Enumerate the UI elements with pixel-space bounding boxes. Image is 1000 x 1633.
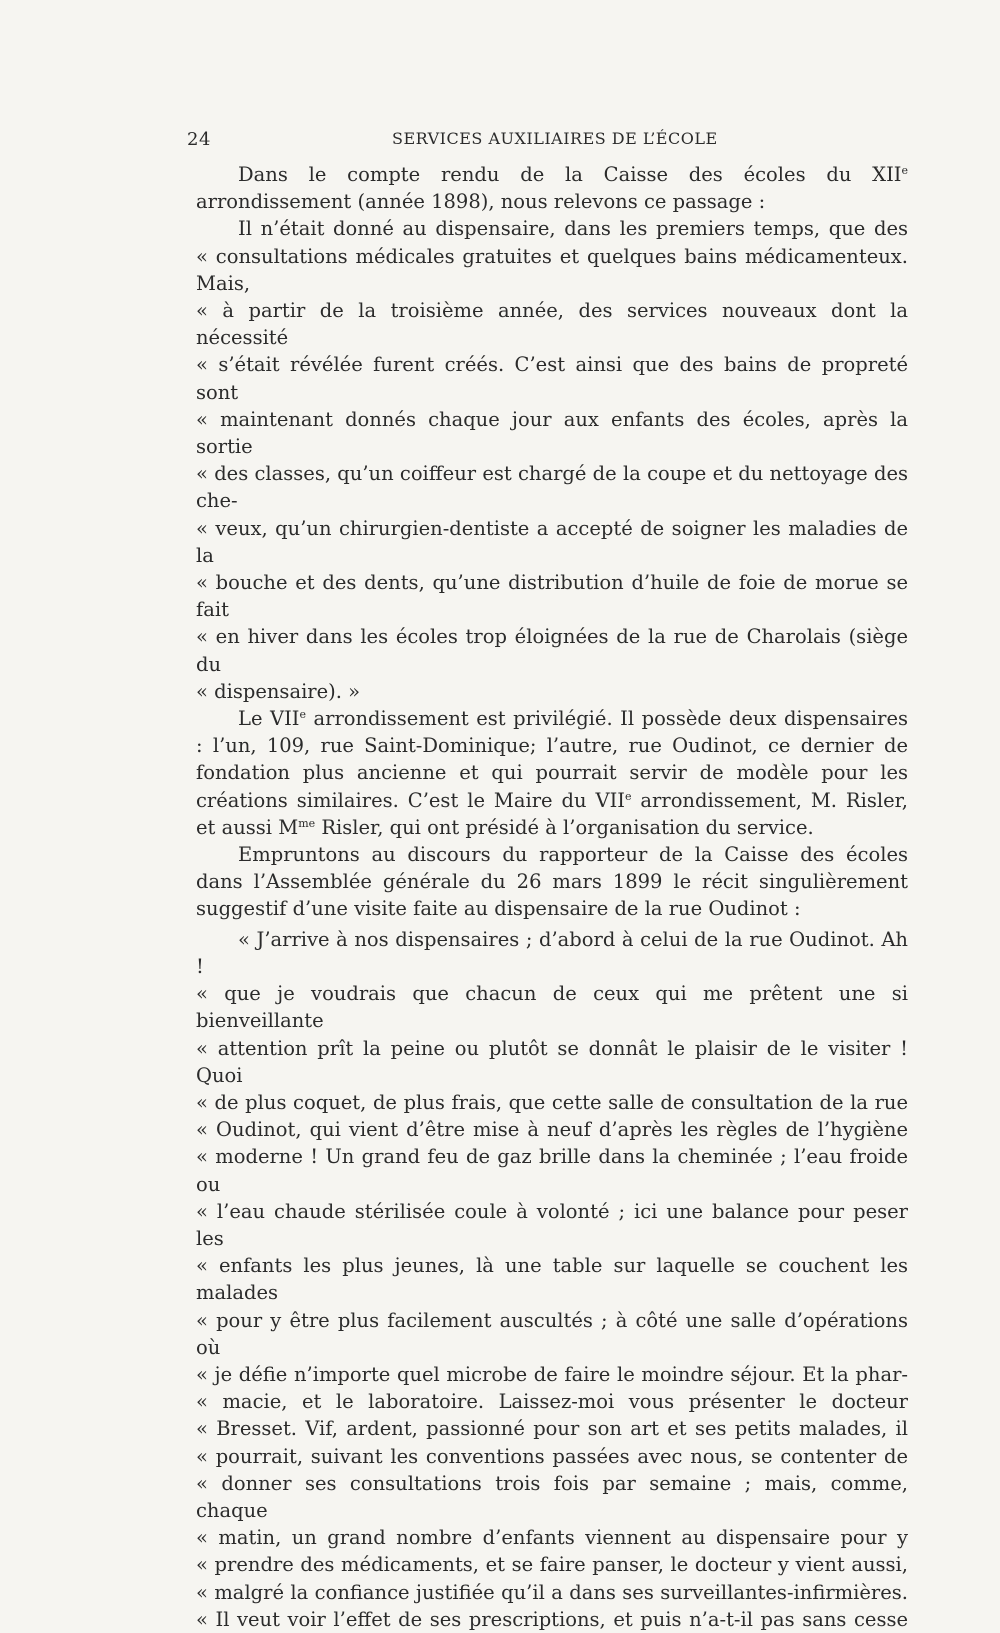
page-number: 24: [187, 129, 211, 150]
superscript: e: [299, 708, 306, 722]
quote-line: « matin, un grand nombre d’enfants viennent au dispensaire pour y: [196, 1526, 908, 1550]
quote-line: « Il veut voir l’effet de ses prescriptions, et puis n’a-t-il pas sans cesse: [196, 1607, 908, 1631]
text-run: arrondissement est privilégié. Il possède deux dispensaires : l’un, 109, rue Saint-Dominique; l’autre, rue Oudinot, ce dernier de fondation plus ancienne et qui pourrait servir de modèle pour les créations similaires. C’est le Maire du VII: [196, 707, 908, 812]
quote-line: « l’eau chaude stérilisée coule à volonté ; ici une balance pour peser les: [196, 1199, 908, 1250]
quote-line: « moderne ! Un grand feu de gaz brille dans la cheminée ; l’eau froide ou: [196, 1145, 908, 1196]
quote-line: « bouche et des dents, qu’une distribution d’huile de foie de morue se fait: [196, 571, 908, 622]
quote-line: « je défie n’importe quel microbe de faire le moindre séjour. Et la phar-: [196, 1362, 908, 1386]
quote-line: « macie, et le laboratoire. Laissez-moi vous présenter le docteur: [196, 1390, 908, 1414]
quote-line: « Oudinot, qui vient d’être mise à neuf d’après les règles de l’hygiène: [196, 1118, 908, 1142]
text-run: arrondissement, M. Risler, et aussi M: [196, 788, 908, 839]
quote-line: « veux, qu’un chirurgien-dentiste a accepté de soigner les maladies de la: [196, 516, 908, 567]
paragraph-intro: [196, 161, 908, 215]
text-run: arrondissement (année 1898), nous relevons ce passage :: [196, 190, 766, 214]
quote-line: Il n’était donné au dispensaire, dans les premiers temps, que des: [238, 217, 908, 241]
body-text: [196, 161, 908, 1633]
text-run: Le VII: [238, 707, 300, 731]
paragraph-empruntons: Empruntons au discours du rapporteur de la Caisse des écoles dans l’Assemblée générale du 26 mars 1899 le récit singulièrement suggestif d’une visite faite au dispensaire de la rue Oudinot :: [196, 843, 908, 921]
text-run: Dans le compte rendu de la Caisse des écoles du XII: [238, 163, 902, 186]
text-run: Risler, qui ont présidé à l’organisation du service.: [315, 815, 814, 839]
quote-line: « s’était révélée furent créés. C’est ainsi que des bains de propreté sont: [196, 353, 908, 404]
superscript: me: [298, 816, 316, 830]
quote-line: « consultations médicales gratuites et quelques bains médicamenteux. Mais,: [196, 244, 908, 295]
quote-line: « attention prît la peine ou plutôt se donnât le plaisir de le visiter ! Quoi: [196, 1036, 908, 1087]
quote-line: « de plus coquet, de plus frais, que cette salle de consultation de la rue: [196, 1090, 908, 1114]
page-header: [0, 129, 1000, 153]
quote-line: « prendre des médicaments, et se faire panser, le docteur y vient aussi,: [196, 1553, 908, 1577]
quote-line: « en hiver dans les écoles trop éloignées de la rue de Charolais (siège du: [196, 625, 908, 676]
quote-line: « pour y être plus facilement auscultés ; à côté une salle d’opérations où: [196, 1308, 908, 1359]
quote-line: « enfants les plus jeunes, là une table sur laquelle se couchent les malades: [196, 1254, 908, 1305]
quote-line: « malgré la confiance justifiée qu’il a dans ses surveillantes-infirmières.: [196, 1580, 908, 1604]
superscript: e: [624, 789, 632, 803]
quote-line: « maintenant donnés chaque jour aux enfants des écoles, après la sortie: [196, 407, 908, 459]
quote-line: « à partir de la troisième année, des services nouveaux dont la nécessité: [196, 299, 908, 350]
quote-line: « dispensaire). »: [196, 679, 361, 703]
quote-line: « J’arrive à nos dispensaires ; d’abord à celui de la rue Oudinot. Ah !: [196, 927, 908, 978]
superscript: e: [901, 164, 908, 177]
quote-line: « Bresset. Vif, ardent, passionné pour son art et ses petits malades, il: [196, 1417, 908, 1441]
paragraph-seventh: [196, 705, 908, 841]
quote-line: « des classes, qu’un coiffeur est chargé de la coupe et du nettoyage des che-: [196, 462, 908, 513]
quote-line: « pourrait, suivant les conventions passées avec nous, se contenter de: [196, 1444, 908, 1468]
quote-line: « donner ses consultations trois fois par semaine ; mais, comme, chaque: [196, 1471, 908, 1522]
quote-line: « que je voudrais que chacun de ceux qui me prêtent une si bienveillante: [196, 982, 908, 1033]
running-title: SERVICES AUXILIAIRES DE L’ÉCOLE: [392, 129, 718, 148]
